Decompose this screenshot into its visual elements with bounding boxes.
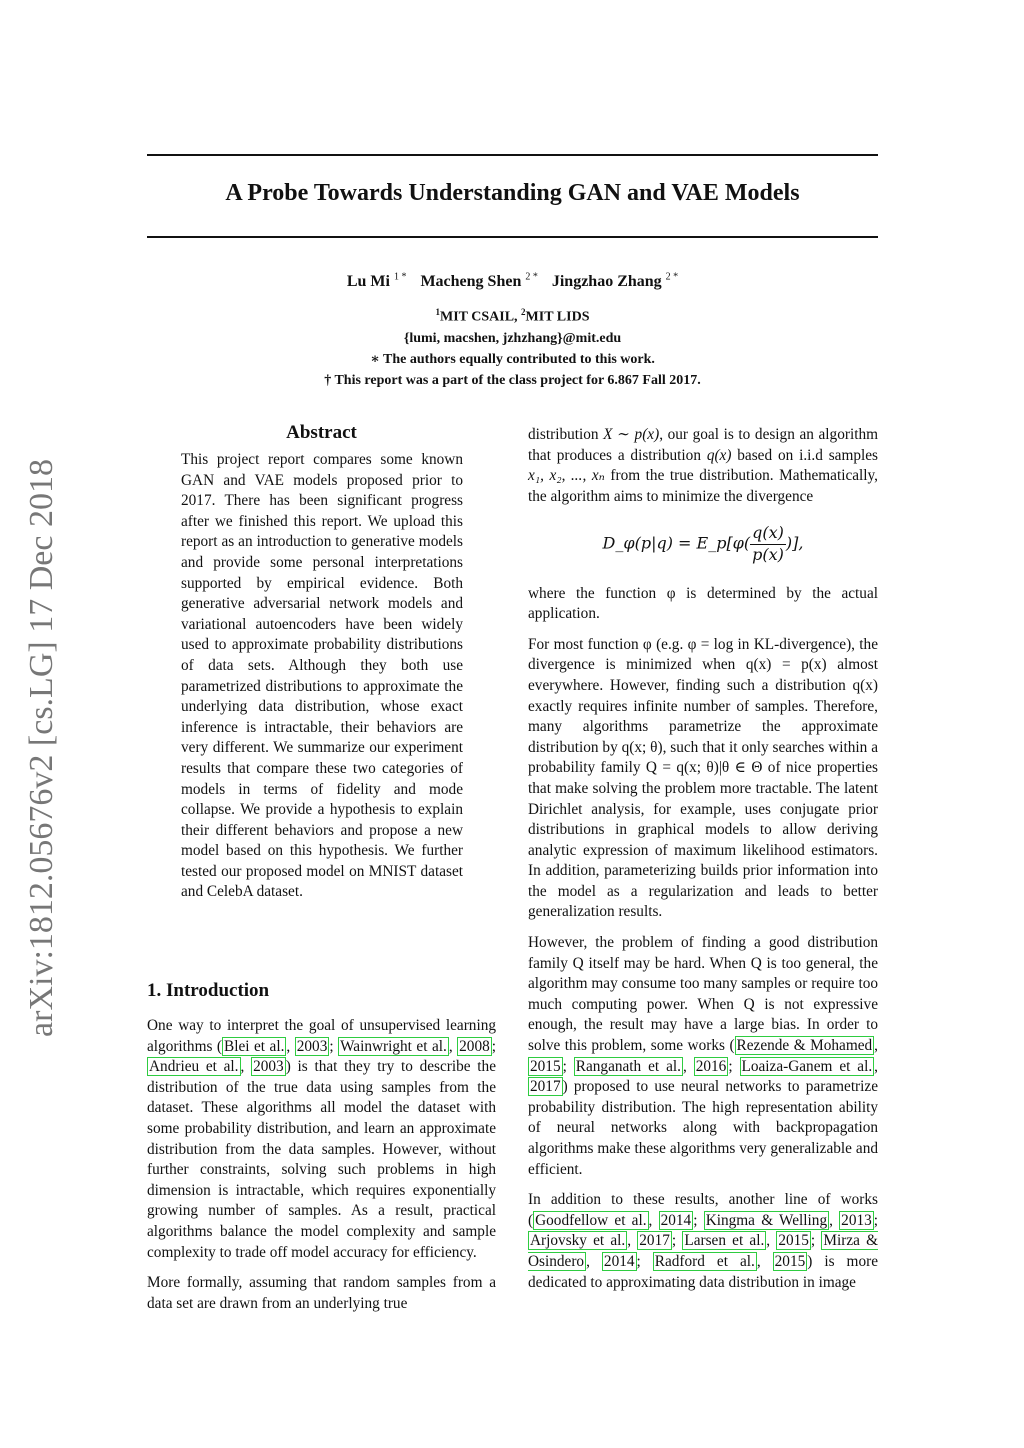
citation-loaiza-ganem-year[interactable]: 2017 (530, 1078, 561, 1096)
author-3: Jingzhao Zhang $^{2 *}$ (551, 272, 679, 291)
author-emails: {lumi, macshen, jzhzhang}@mit.edu (403, 330, 622, 346)
citation-radford-year[interactable]: 2015 (774, 1252, 806, 1270)
abstract-heading: Abstract (286, 422, 357, 443)
citation-mirza[interactable]: Mirza & Osindero (528, 1232, 879, 1270)
citation-kingma-year[interactable]: 2013 (841, 1211, 872, 1229)
right-paragraph-1: distribution X ∼ p(x), our goal is to design an algorithm that produces a distribution q(x) based on i.i.d samples x₁, x₂, ..., xₙ from the true distribution. Mathematically, the algorithm aims to minimize the divergence (528, 426, 879, 505)
citation-mirza-year[interactable]: 2014 (603, 1252, 635, 1270)
citation-andrieu[interactable]: Andrieu et al. (149, 1058, 239, 1076)
arxiv-identifier: arXiv:1812.05676v2 [cs.LG] 17 Dec 2018 (23, 459, 60, 1037)
intro-paragraph-2: More formally, assuming that random samples from a data set are drawn from an underlying true (147, 1274, 496, 1312)
class-project-note: † This report was a part of the class project for 6.867 Fall 2017. (324, 372, 701, 388)
right-paragraph-2: where the function φ is determined by the actual application. (528, 584, 878, 623)
citation-radford[interactable]: Radford et al. (654, 1252, 755, 1270)
top-rule (147, 154, 878, 156)
author-1: Lu Mi $^{1 *}$ (346, 272, 407, 291)
right-paragraph-5: In addition to these results, another line of works ( Goodfellow et al. , 2014 ; Kingma & Welling , 2013 ; Arjovsky et al. , 2017 ; Larsen et al. , 2015 ; Mirza & Osindero , 2014 ; Radford et al. , 2015 ) is more dedicated to approximating data distribution in image (528, 1191, 879, 1291)
citation-rezende-year[interactable]: 2015 (530, 1057, 561, 1075)
citation-ranganath[interactable]: Ranganath et al. (575, 1057, 681, 1075)
intro-paragraph-1: One way to interpret the goal of unsupervised learning algorithms ( Blei et al. , 2003 ; Wainwright et al. , 2008 ; Andrieu et al. , 2003 ) is that they try to describe the distribution of the true data using samples from the dataset. These algorithms all model the dataset with some probability distribution, and learn an approximate distribution from the data samples. However, without further constraints, solving such problems in high dimension is intractable, which requires exponentially growing number of samples. As a result, practical algorithms balance the model complexity and sample complexity to trade off model accuracy for efficiency. (147, 1017, 496, 1261)
citation-rezende[interactable]: Rezende & Mohamed (736, 1037, 873, 1055)
citation-kingma[interactable]: Kingma & Welling (705, 1211, 828, 1229)
citation-larsen[interactable]: Larsen et al. (684, 1232, 765, 1250)
affiliations-block (147, 302, 878, 391)
divergence-equation: D_φ(p|q) = E_p[φ( $\frac{q(x)}{p(x)}$ )], (602, 523, 804, 564)
affiliations: $^1$MIT CSAIL, $^2$MIT LIDS (435, 307, 590, 325)
citation-larsen-year[interactable]: 2015 (778, 1232, 809, 1250)
right-paragraph-3: For most function φ (e.g. φ = log in KL-divergence), the divergence is minimized when q(x) = p(x) almost everywhere. However, finding such a distribution q(x) exactly requires infinite number of samples. Therefore, many algorithms parametrize the approximate distribution by q(x; θ), such that it only searches within a probability family Q = q(x; θ)|θ ∈ Θ of nice properties that make solving the problem more tractable. The latent Dirichlet analysis, for example, uses conjugate prior distributions in graphical models to allow deriving analytic expression of maximum likelihood estimators. In addition, parameterizing builds prior information into the model as a regularization and leads to better generalization results. (528, 635, 878, 921)
left-column (147, 1016, 496, 1324)
paper-title: A Probe Towards Understanding GAN and VAE Models (225, 180, 800, 206)
section-heading-introduction: 1. Introduction (147, 980, 270, 1001)
title-rule (147, 236, 878, 238)
citation-goodfellow-year[interactable]: 2014 (660, 1211, 692, 1229)
right-column (528, 425, 878, 1303)
citation-arjovsky[interactable]: Arjovsky et al. (530, 1232, 626, 1250)
author-list (147, 272, 878, 291)
citation-wainwright-year[interactable]: 2008 (459, 1037, 490, 1055)
citation-blei-year[interactable]: 2003 (296, 1037, 328, 1055)
author-2: Macheng Shen $^{2 *}$ (420, 272, 538, 291)
citation-loaiza-ganem[interactable]: Loaiza-Ganem et al. (741, 1057, 873, 1075)
citation-blei[interactable]: Blei et al. (224, 1037, 285, 1055)
citation-goodfellow[interactable]: Goodfellow et al. (535, 1211, 647, 1229)
citation-ranganath-year[interactable]: 2016 (695, 1057, 727, 1075)
citation-andrieu-year[interactable]: 2003 (253, 1058, 284, 1076)
citation-wainwright[interactable]: Wainwright et al. (340, 1037, 447, 1055)
abstract-text: This project report compares some known GAN and VAE models proposed prior to 2017. There has been significant progress after we finished this report. We upload this report as an introduction to generative models and provide some personal interpretations supported by empirical evidence. Both generative adversarial network models and variational autoencoders have been widely used to approximate probability distributions of data sets. Although they both use parametrized distributions to approximate the underlying data distribution, whose exact inference is intractable, their behaviors are very different. We summarize our experiment results that compare these two categories of models in terms of fidelity and mode collapse. We provide a hypothesis to explain their different behaviors and propose a new model based on this hypothesis. We further tested our proposed model on MNIST dataset and CelebA dataset. (181, 451, 463, 901)
right-paragraph-4: However, the problem of finding a good distribution family Q itself may be hard. When Q is too general, the algorithm may consume too many samples or require too much computing power. When Q is not expressive enough, the result may have a large bias. In order to solve this problem, some works ( Rezende & Mohamed , 2015 ; Ranganath et al. , 2016 ; Loaiza-Ganem et al. , 2017 ) proposed to use neural networks to parametrize probability distribution. The high representation ability of neural networks along with backpropagation algorithms make these algorithms very generalizable and efficient. (528, 934, 878, 1178)
equal-contribution-note: ∗ The authors equally contributed to this work. (370, 351, 655, 367)
citation-arjovsky-year[interactable]: 2017 (639, 1232, 670, 1250)
